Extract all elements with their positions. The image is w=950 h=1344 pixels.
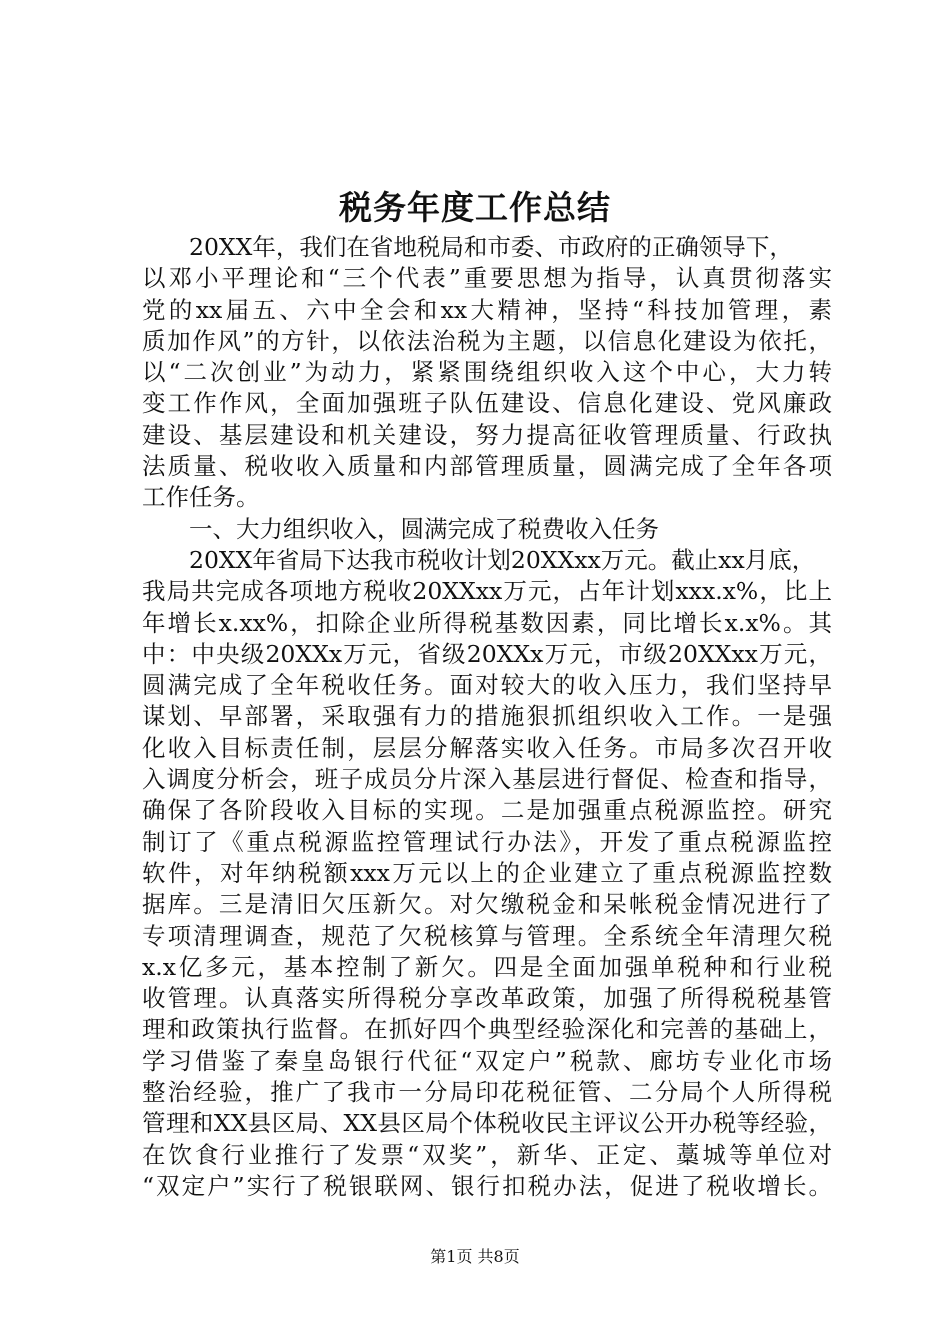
paragraph-line: 20XX年省局下达我市税收计划20XXxx万元。截止xx月底， <box>189 545 816 574</box>
paragraph-line: 制订了《重点税源监控管理试行办法》，开发了重点税源监控 <box>142 827 832 856</box>
paragraph-line: 收管理。认真落实所得税分享改革政策，加强了所得税税基管 <box>142 984 832 1013</box>
paragraph-line: 圆满完成了全年税收任务。面对较大的收入压力，我们坚持早 <box>142 671 832 700</box>
paragraph-line: 质加作风”的方针，以依法治税为主题，以信息化建设为依托， <box>142 326 832 355</box>
document-body <box>142 232 832 1202</box>
paragraph-line: 变工作作风，全面加强班子队伍建设、信息化建设、党风廉政 <box>142 389 832 418</box>
paragraph-line: 中：中央级20XXx万元，省级20XXx万元，市级20XXxx万元， <box>142 639 832 668</box>
section-heading: 一、大力组织收入，圆满完成了税费收入任务 <box>189 514 659 543</box>
paragraph-line: 在饮食行业推行了发票“双奖”，新华、正定、藁城等单位对 <box>142 1140 832 1169</box>
paragraph-line: 软件，对年纳税额xxx万元以上的企业建立了重点税源监控数 <box>142 858 832 887</box>
paragraph-line: 据库。三是清旧欠压新欠。对欠缴税金和呆帐税金情况进行了 <box>142 890 832 919</box>
paragraph-line: “双定户”实行了税银联网、银行扣税办法，促进了税收增长。 <box>142 1171 832 1200</box>
paragraph-line: 入调度分析会，班子成员分片深入基层进行督促、检查和指导， <box>142 765 832 794</box>
paragraph-line: 谋划、早部署，采取强有力的措施狠抓组织收入工作。一是强 <box>142 702 832 731</box>
page-number: 第1页 共8页 <box>430 1247 520 1266</box>
paragraph-line: 建设、基层建设和机关建设，努力提高征收管理质量、行政执 <box>142 420 832 449</box>
paragraph-line: 管理和XX县区局、XX县区局个体税收民主评议公开办税等经验， <box>142 1109 832 1138</box>
paragraph-line: 20XX年，我们在省地税局和市委、市政府的正确领导下， <box>189 233 793 261</box>
paragraph-line: 以“二次创业”为动力，紧紧围绕组织收入这个中心，大力转 <box>142 358 832 387</box>
paragraph-line: 整治经验，推广了我市一分局印花税征管、二分局个人所得税 <box>142 1078 832 1107</box>
document-title: 税务年度工作总结 <box>339 188 611 227</box>
paragraph-line: 理和政策执行监督。在抓好四个典型经验深化和完善的基础上， <box>142 1015 832 1044</box>
paragraph-line: 我局共完成各项地方税收20XXxx万元，占年计划xxx.x%，比上 <box>142 577 832 606</box>
paragraph-line: 学习借鉴了秦皇岛银行代征“双定户”税款、廊坊专业化市场 <box>142 1046 832 1075</box>
paragraph-line: 以邓小平理论和“三个代表”重要思想为指导，认真贯彻落实 <box>142 264 832 293</box>
paragraph-line: 工作任务。 <box>142 483 260 512</box>
paragraph-line: 专项清理调查，规范了欠税核算与管理。全系统全年清理欠税 <box>142 921 832 950</box>
paragraph-line: 确保了各阶段收入目标的实现。二是加强重点税源监控。研究 <box>142 796 832 825</box>
paragraph-line: 化收入目标责任制，层层分解落实收入任务。市局多次召开收 <box>142 733 832 762</box>
paragraph-line: x.x亿多元，基本控制了新欠。四是全面加强单税种和行业税 <box>142 952 832 981</box>
paragraph-line: 党的xx届五、六中全会和xx大精神，坚持“科技加管理，素 <box>142 295 832 324</box>
paragraph-line: 年增长x.xx%，扣除企业所得税基数因素，同比增长x.x%。其 <box>142 608 832 637</box>
paragraph-line: 法质量、税收收入质量和内部管理质量，圆满完成了全年各项 <box>142 452 832 481</box>
